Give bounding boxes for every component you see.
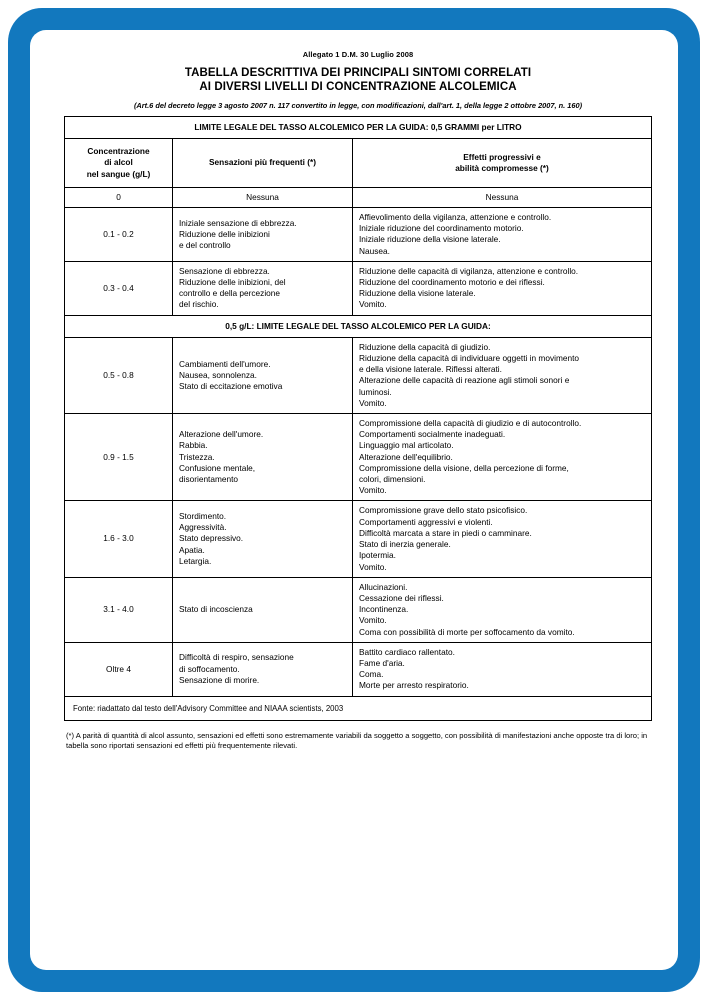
text-line: Sensazione di morire. — [179, 674, 260, 685]
legal-reference-subtitle: (Art.6 del decreto legge 3 agosto 2007 n. 117 convertito in legge, con modificazioni, dall'art. 1, della legge 2 ottobre 2007, n. 160) — [133, 101, 583, 110]
banner-legal-limit-top: LIMITE LEGALE DEL TASSO ALCOLEMICO PER LA GUIDA: 0,5 GRAMMI per LITRO — [65, 117, 652, 139]
cell-sensations — [173, 261, 353, 315]
text-line: Difficoltà di respiro, sensazione — [179, 652, 294, 663]
text-line: Stato depressivo. — [179, 533, 244, 544]
page-title-line-2: AI DIVERSI LIVELLI DI CONCENTRAZIONE ALCOLEMICA — [199, 81, 517, 93]
text-line: Alterazione delle capacità di reazione agli stimoli sonori e — [359, 375, 570, 386]
table-row — [65, 261, 652, 315]
cell-effects — [353, 501, 652, 577]
column-header-sensations: Sensazioni più frequenti (*) — [173, 139, 353, 188]
text-line: Nessuna — [246, 191, 279, 202]
text-line: Affievolimento della vigilanza, attenzione e controllo. — [359, 212, 552, 223]
cell-sensations — [173, 577, 353, 642]
text-line: Coma con possibilità di morte per soffocamento da vomito. — [359, 626, 575, 637]
cell-sensations — [173, 208, 353, 262]
text-line: Vomito. — [359, 485, 387, 496]
text-line: Stato di inerzia generale. — [359, 539, 451, 550]
cell-sensations — [173, 414, 353, 501]
column-header-concentration-line-1: Concentrazione — [87, 146, 150, 157]
page-title — [64, 66, 652, 94]
table-row — [65, 642, 652, 696]
asterisk-note: (*) A parità di quantità di alcol assunto, sensazioni ed effetti sono estremamente variabili da soggetto a soggetto, con possibilità di manifestazioni anche opposte tra di loro; in tabella sono riportati sensazioni ed effetti più frequentemente rilevati. — [66, 730, 648, 751]
banner-legal-limit-mid: 0,5 g/L: LIMITE LEGALE DEL TASSO ALCOLEMICO PER LA GUIDA: — [65, 315, 652, 337]
cell-effects — [353, 187, 652, 207]
column-header-concentration-line-2: di alcol — [104, 157, 133, 168]
cell-concentration: Oltre 4 — [65, 642, 173, 696]
text-line: Rabbia. — [179, 440, 208, 451]
column-header-effects — [353, 139, 652, 188]
text-line: Riduzione della visione laterale. — [359, 288, 476, 299]
column-header-effects-line-1: Effetti progressivi e — [463, 151, 541, 162]
cell-concentration: 0.9 - 1.5 — [65, 414, 173, 501]
column-header-concentration-line-3: nel sangue (g/L) — [86, 168, 151, 179]
text-line: Allucinazioni. — [359, 581, 408, 592]
table-banner-row — [65, 117, 652, 139]
text-line: Compromissione della visione, della percezione di forme, — [359, 462, 569, 473]
text-line: Alterazione dell'umore. — [179, 429, 264, 440]
text-line: Difficoltà marcata a stare in piedi o camminare. — [359, 527, 532, 538]
table-row — [65, 337, 652, 413]
table-row — [65, 208, 652, 262]
text-line: Vomito. — [359, 615, 387, 626]
cell-effects — [353, 577, 652, 642]
text-line: Stato di eccitazione emotiva — [179, 381, 283, 392]
text-line: Iniziale riduzione del coordinamento motorio. — [359, 223, 524, 234]
cell-sensations — [173, 501, 353, 577]
text-line: controllo e della percezione — [179, 288, 281, 299]
text-line: Riduzione delle capacità di vigilanza, attenzione e controllo. — [359, 265, 579, 276]
text-line: Riduzione delle inibizioni, del — [179, 277, 286, 288]
text-line: Riduzione della capacità di giudizio. — [359, 341, 491, 352]
page-title-line-1: TABELLA DESCRITTIVA DEI PRINCIPALI SINTOMI CORRELATI — [184, 67, 532, 79]
cell-concentration: 0.5 - 0.8 — [65, 337, 173, 413]
text-line: Iniziale riduzione della visione laterale. — [359, 234, 501, 245]
cell-sensations — [173, 187, 353, 207]
text-line: Morte per arresto respiratorio. — [359, 680, 469, 691]
text-line: Letargia. — [179, 555, 212, 566]
text-line: Sensazione di ebbrezza. — [179, 265, 270, 276]
cell-effects — [353, 414, 652, 501]
text-line: Nausea, sonnolenza. — [179, 369, 257, 380]
text-line: Tristezza. — [179, 451, 215, 462]
text-line: Riduzione della capacità di individuare oggetti in movimento — [359, 353, 579, 364]
text-line: Riduzione del coordinamento motorio e dei riflessi. — [359, 277, 545, 288]
cell-concentration: 1.6 - 3.0 — [65, 501, 173, 577]
cell-concentration: 0.3 - 0.4 — [65, 261, 173, 315]
allegato-reference: Allegato 1 D.M. 30 Luglio 2008 — [302, 50, 414, 59]
cell-effects — [353, 208, 652, 262]
cell-effects — [353, 642, 652, 696]
text-line: Linguaggio mal articolato. — [359, 440, 454, 451]
column-header-concentration — [65, 139, 173, 188]
cell-effects — [353, 337, 652, 413]
table-row — [65, 501, 652, 577]
text-line: Comportamenti aggressivi e violenti. — [359, 516, 493, 527]
text-line: Alterazione dell'equilibrio. — [359, 451, 453, 462]
table-row — [65, 187, 652, 207]
text-line: e della visione laterale. Riflessi alterati. — [359, 364, 502, 375]
text-line: Riduzione delle inibizioni — [179, 228, 270, 239]
text-line: Incontinenza. — [359, 604, 409, 615]
text-line: Stato di incoscienza — [179, 604, 253, 615]
cell-concentration: 3.1 - 4.0 — [65, 577, 173, 642]
table-row — [65, 414, 652, 501]
text-line: disorientamento — [179, 474, 239, 485]
text-line: Battito cardiaco rallentato. — [359, 646, 455, 657]
text-line: Nausea. — [359, 245, 390, 256]
text-line: Vomito. — [359, 561, 387, 572]
text-line: Compromissione grave dello stato psicofisico. — [359, 505, 528, 516]
text-line: del rischio. — [179, 299, 219, 310]
text-line: colori, dimensioni. — [359, 474, 426, 485]
document-content — [64, 50, 652, 752]
text-line: Stordimento. — [179, 511, 227, 522]
cell-sensations — [173, 642, 353, 696]
alcohol-levels-table — [64, 116, 652, 697]
text-line: di soffocamento. — [179, 663, 240, 674]
text-line: e del controllo — [179, 240, 231, 251]
text-line: Ipotermia. — [359, 550, 396, 561]
text-line: Nessuna — [485, 191, 519, 202]
text-line: Cessazione dei riflessi. — [359, 592, 444, 603]
sign-paper — [30, 30, 678, 970]
text-line: Vomito. — [359, 397, 387, 408]
source-note: Fonte: riadattato dal testo dell'Advisory Committee and NIAAA scientists, 2003 — [64, 697, 652, 721]
text-line: Cambiamenti dell'umore. — [179, 358, 271, 369]
text-line: Confusione mentale, — [179, 462, 256, 473]
text-line: Vomito. — [359, 299, 387, 310]
text-line: Apatia. — [179, 544, 205, 555]
table-banner-row-mid — [65, 315, 652, 337]
text-line: Aggressività. — [179, 522, 227, 533]
sign-plate — [8, 8, 700, 992]
table-header-row — [65, 139, 652, 188]
text-line: Comportamenti socialmente inadeguati. — [359, 429, 506, 440]
cell-sensations — [173, 337, 353, 413]
cell-concentration: 0.1 - 0.2 — [65, 208, 173, 262]
text-line: Fame d'aria. — [359, 657, 405, 668]
text-line: luminosi. — [359, 386, 392, 397]
table-row — [65, 577, 652, 642]
text-line: Coma. — [359, 669, 384, 680]
cell-effects — [353, 261, 652, 315]
text-line: Iniziale sensazione di ebbrezza. — [179, 217, 297, 228]
column-header-effects-line-2: abilità compromesse (*) — [455, 163, 549, 173]
cell-concentration: 0 — [65, 187, 173, 207]
text-line: Compromissione della capacità di giudizio e di autocontrollo. — [359, 418, 582, 429]
